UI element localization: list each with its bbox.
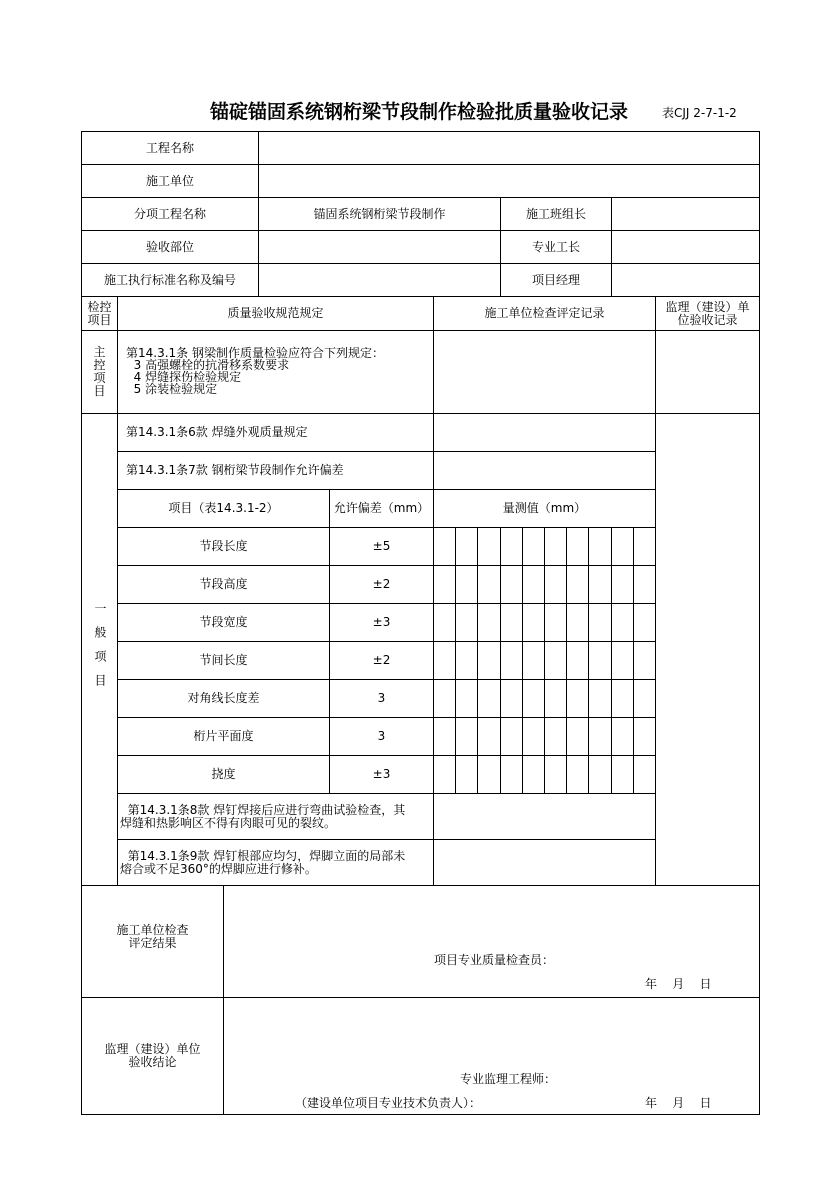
sub-header-tolerance: 允许偏差（mm） — [329, 489, 434, 528]
measured-value-cell[interactable] — [522, 565, 545, 604]
project-name-field[interactable] — [258, 131, 760, 165]
measured-value-cell[interactable] — [455, 641, 478, 680]
clause7-record[interactable] — [433, 451, 656, 490]
measured-value-cell[interactable] — [455, 603, 478, 642]
measured-value-cell[interactable] — [611, 679, 634, 718]
measured-value-cell[interactable] — [588, 565, 612, 604]
measured-value-cell[interactable] — [500, 679, 523, 718]
sub-project-value: 锚固系统钢桁梁节段制作 — [258, 197, 501, 231]
measured-value-cell[interactable] — [500, 717, 523, 756]
tolerance-value: 3 — [329, 717, 434, 756]
measured-value-cell[interactable] — [433, 527, 456, 566]
measured-value-cell[interactable] — [633, 717, 656, 756]
measured-value-cell[interactable] — [611, 641, 634, 680]
measured-value-cell[interactable] — [588, 717, 612, 756]
measured-value-cell[interactable] — [477, 717, 501, 756]
measured-value-cell[interactable] — [522, 527, 545, 566]
inspection-part-field[interactable] — [258, 230, 501, 264]
contractor-date: 年 月 日 — [645, 977, 712, 991]
measured-value-cell[interactable] — [500, 565, 523, 604]
measured-value-cell[interactable] — [433, 565, 456, 604]
measured-value-cell[interactable] — [544, 755, 567, 794]
tolerance-item: 节段宽度 — [117, 603, 330, 642]
measured-value-cell[interactable] — [433, 641, 456, 680]
tolerance-item: 挠度 — [117, 755, 330, 794]
sub-header-measured: 量测值（mm） — [433, 489, 656, 528]
clause8-record[interactable] — [433, 793, 656, 840]
measured-value-cell[interactable] — [477, 679, 501, 718]
main-control-record[interactable] — [433, 330, 656, 414]
tolerance-item: 节间长度 — [117, 641, 330, 680]
contractor-result-label: 施工单位检查 评定结果 — [81, 885, 224, 998]
measured-value-cell[interactable] — [544, 565, 567, 604]
measured-value-cell[interactable] — [522, 679, 545, 718]
measured-value-cell[interactable] — [455, 527, 478, 566]
measured-value-cell[interactable] — [566, 641, 589, 680]
header-contractor-record: 施工单位检查评定记录 — [433, 296, 656, 331]
owner-tech-lead-label: （建设单位项目专业技术负责人）： — [295, 1096, 482, 1110]
tolerance-item: 桁片平面度 — [117, 717, 330, 756]
measured-value-cell[interactable] — [477, 755, 501, 794]
header-supervisor-record: 监理（建设）单位验收记录 — [655, 296, 760, 331]
measured-value-cell[interactable] — [566, 603, 589, 642]
measured-value-cell[interactable] — [611, 565, 634, 604]
measured-value-cell[interactable] — [566, 755, 589, 794]
quality-inspector-label: 项目专业质量检查员： — [434, 953, 555, 967]
clause9: 第14.3.1条9款 焊钉根部应均匀，焊脚立面的局部未 熔合或不足360°的焊脚应进行修补。 — [117, 839, 434, 886]
measured-value-cell[interactable] — [455, 679, 478, 718]
measured-value-cell[interactable] — [566, 565, 589, 604]
form-title: 锚碇锚固系统钢桁梁节段制作检验批质量验收记录 — [210, 101, 629, 123]
measured-value-cell[interactable] — [544, 527, 567, 566]
measured-value-cell[interactable] — [477, 603, 501, 642]
measured-value-cell[interactable] — [433, 717, 456, 756]
clause9-record[interactable] — [433, 839, 656, 886]
tolerance-value: ±3 — [329, 755, 434, 794]
team-leader-label: 施工班组长 — [500, 197, 612, 231]
measured-value-cell[interactable] — [522, 603, 545, 642]
inspection-part-label: 验收部位 — [81, 230, 259, 264]
general-label: 一般项目 — [93, 601, 107, 698]
manager-label: 项目经理 — [500, 263, 612, 297]
measured-value-cell[interactable] — [566, 679, 589, 718]
measured-value-cell[interactable] — [500, 603, 523, 642]
sub-project-label: 分项工程名称 — [81, 197, 259, 231]
measured-value-cell[interactable] — [611, 603, 634, 642]
measured-value-cell[interactable] — [588, 527, 612, 566]
measured-value-cell[interactable] — [433, 755, 456, 794]
measured-value-cell[interactable] — [611, 527, 634, 566]
measured-value-cell[interactable] — [455, 565, 478, 604]
standard-field[interactable] — [258, 263, 501, 297]
measured-value-cell[interactable] — [566, 717, 589, 756]
project-name-label: 工程名称 — [81, 131, 259, 165]
measured-value-cell[interactable] — [633, 679, 656, 718]
main-control-text: 第14.3.1条 钢梁制作质量检验应符合下列规定： 3 高强螺栓的抗滑移系数要求 4 焊缝探伤检验规定 5 涂装检验规定 — [117, 330, 434, 414]
general-supervisor[interactable] — [655, 413, 760, 886]
measured-value-cell[interactable] — [633, 603, 656, 642]
measured-value-cell[interactable] — [544, 641, 567, 680]
tolerance-value: ±2 — [329, 565, 434, 604]
measured-value-cell[interactable] — [522, 641, 545, 680]
tolerance-value: ±2 — [329, 641, 434, 680]
measured-value-cell[interactable] — [566, 527, 589, 566]
measured-value-cell[interactable] — [455, 717, 478, 756]
measured-value-cell[interactable] — [433, 603, 456, 642]
measured-value-cell[interactable] — [588, 603, 612, 642]
main-control-supervisor[interactable] — [655, 330, 760, 414]
measured-value-cell[interactable] — [633, 755, 656, 794]
standard-label: 施工执行标准名称及编号 — [81, 263, 259, 297]
measured-value-cell[interactable] — [500, 527, 523, 566]
manager-field[interactable] — [611, 263, 760, 297]
tolerance-item: 对角线长度差 — [117, 679, 330, 718]
measured-value-cell[interactable] — [433, 679, 456, 718]
measured-value-cell[interactable] — [588, 679, 612, 718]
foreman-field[interactable] — [611, 230, 760, 264]
measured-value-cell[interactable] — [633, 565, 656, 604]
clause8: 第14.3.1条8款 焊钉焊接后应进行弯曲试验检查，其 焊缝和热影响区不得有肉眼可见的裂纹。 — [117, 793, 434, 840]
supervisor-result-label: 监理（建设）单位 验收结论 — [81, 997, 224, 1115]
team-leader-field[interactable] — [611, 197, 760, 231]
tolerance-value: 3 — [329, 679, 434, 718]
clause6-record[interactable] — [433, 413, 656, 452]
measured-value-cell[interactable] — [633, 527, 656, 566]
supervisor-date: 年 月 日 — [645, 1096, 712, 1110]
measured-value-cell[interactable] — [477, 565, 501, 604]
tolerance-value: ±3 — [329, 603, 434, 642]
measured-value-cell[interactable] — [522, 755, 545, 794]
measured-value-cell[interactable] — [522, 717, 545, 756]
measured-value-cell[interactable] — [633, 641, 656, 680]
measured-value-cell[interactable] — [588, 641, 612, 680]
supervising-engineer-label: 专业监理工程师： — [460, 1072, 557, 1086]
clause6: 第14.3.1条6款 焊缝外观质量规定 — [117, 413, 434, 452]
measured-value-cell[interactable] — [500, 641, 523, 680]
measured-value-cell[interactable] — [611, 755, 634, 794]
contractor-field[interactable] — [258, 164, 760, 198]
tolerance-item: 节段高度 — [117, 565, 330, 604]
measured-value-cell[interactable] — [500, 755, 523, 794]
measured-value-cell[interactable] — [477, 641, 501, 680]
measured-value-cell[interactable] — [544, 679, 567, 718]
tolerance-item: 节段长度 — [117, 527, 330, 566]
measured-value-cell[interactable] — [588, 755, 612, 794]
contractor-label: 施工单位 — [81, 164, 259, 198]
header-spec: 质量验收规范规定 — [117, 296, 434, 331]
tolerance-value: ±5 — [329, 527, 434, 566]
measured-value-cell[interactable] — [477, 527, 501, 566]
header-check-item: 检控项目 — [81, 296, 118, 331]
foreman-label: 专业工长 — [500, 230, 612, 264]
measured-value-cell[interactable] — [544, 603, 567, 642]
clause7: 第14.3.1条7款 钢桁梁节段制作允许偏差 — [117, 451, 434, 490]
form-code: 表CJJ 2-7-1-2 — [662, 106, 737, 120]
sub-header-item: 项目（表14.3.1-2） — [117, 489, 330, 528]
measured-value-cell[interactable] — [455, 755, 478, 794]
measured-value-cell[interactable] — [544, 717, 567, 756]
main-control-label: 主控项目 — [81, 330, 118, 414]
general-label-cell — [81, 413, 118, 886]
measured-value-cell[interactable] — [611, 717, 634, 756]
